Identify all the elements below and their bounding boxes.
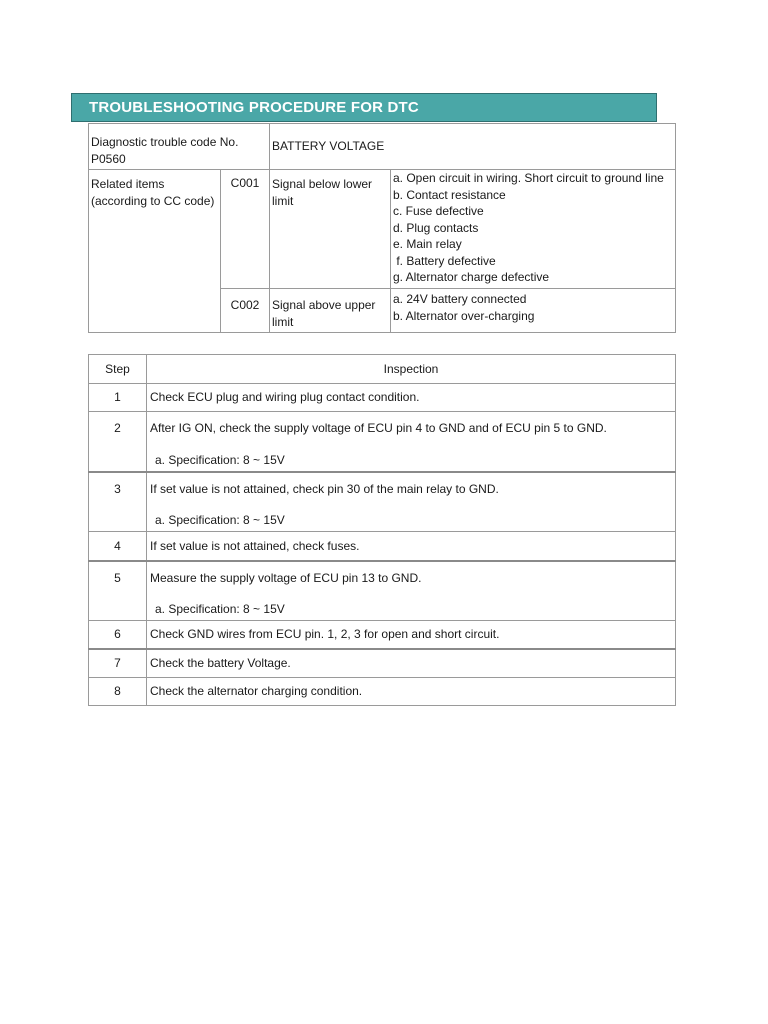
inspection-cell bbox=[147, 472, 676, 532]
inspection-cell bbox=[147, 561, 676, 621]
signal-description: Signal above upper limit bbox=[270, 289, 391, 333]
cause-list bbox=[391, 170, 676, 289]
table-header-row bbox=[89, 355, 676, 384]
inspection-text: Measure the supply voltage of ECU pin 13 to GND. bbox=[150, 570, 422, 585]
related-items-label: Related items (according to CC code) bbox=[89, 170, 221, 333]
step-header: Step bbox=[89, 355, 147, 384]
specification-text: a. Specification: 8 ~ 15V bbox=[155, 602, 285, 616]
table-row bbox=[89, 649, 676, 678]
dtc-row bbox=[89, 124, 676, 170]
inspection-text: Check GND wires from ECU pin. 1, 2, 3 for open and short circuit. bbox=[147, 621, 676, 649]
dtc-label: Diagnostic trouble code No. P0560 bbox=[89, 124, 270, 170]
specification-text: a. Specification: 8 ~ 15V bbox=[155, 452, 285, 467]
table-row bbox=[89, 621, 676, 649]
step-number: 4 bbox=[89, 532, 147, 561]
related-row-c001 bbox=[89, 170, 676, 289]
step-number: 1 bbox=[89, 384, 147, 412]
cause-item: d. Plug contacts bbox=[393, 220, 479, 235]
step-number: 5 bbox=[89, 561, 147, 621]
cause-item: e. Main relay bbox=[393, 237, 462, 251]
cause-item: c. Fuse defective bbox=[393, 204, 484, 218]
inspection-cell bbox=[147, 412, 676, 472]
inspection-text: Check ECU plug and wiring plug contact condition. bbox=[147, 384, 676, 412]
cc-code: C001 bbox=[221, 170, 270, 289]
inspection-text: After IG ON, check the supply voltage of ECU pin 4 to GND and of ECU pin 5 to GND. bbox=[150, 421, 607, 435]
section-banner bbox=[71, 93, 657, 122]
cause-item: a. 24V battery connected bbox=[393, 292, 527, 306]
cause-item: g. Alternator charge defective bbox=[393, 270, 550, 284]
cause-item: b. Contact resistance bbox=[393, 187, 506, 202]
step-number: 2 bbox=[89, 412, 147, 472]
table-row bbox=[89, 532, 676, 561]
cause-list bbox=[391, 289, 676, 333]
dtc-info-table bbox=[88, 123, 676, 333]
table-row bbox=[89, 412, 676, 472]
signal-description: Signal below lower limit bbox=[270, 170, 391, 289]
inspection-text: Check the alternator charging condition. bbox=[147, 678, 676, 706]
step-number: 8 bbox=[89, 678, 147, 706]
inspection-text: Check the battery Voltage. bbox=[147, 649, 676, 678]
cause-item: b. Alternator over-charging bbox=[393, 308, 535, 323]
table-row bbox=[89, 384, 676, 412]
inspection-header: Inspection bbox=[147, 355, 676, 384]
step-number: 7 bbox=[89, 649, 147, 678]
section-title: TROUBLESHOOTING PROCEDURE FOR DTC bbox=[89, 99, 419, 116]
inspection-text: If set value is not attained, check pin 30 of the main relay to GND. bbox=[150, 481, 499, 496]
cc-code: C002 bbox=[221, 289, 270, 333]
dtc-value: BATTERY VOLTAGE bbox=[270, 124, 676, 170]
inspection-table bbox=[88, 354, 676, 706]
cause-item: a. Open circuit in wiring. Short circuit to ground line bbox=[393, 171, 664, 185]
inspection-text: If set value is not attained, check fuses. bbox=[147, 532, 676, 561]
specification-text: a. Specification: 8 ~ 15V bbox=[155, 513, 285, 527]
table-row bbox=[89, 678, 676, 706]
step-number: 6 bbox=[89, 621, 147, 649]
step-number: 3 bbox=[89, 472, 147, 532]
table-row bbox=[89, 472, 676, 532]
cause-item: f. Battery defective bbox=[393, 253, 496, 268]
table-row bbox=[89, 561, 676, 621]
